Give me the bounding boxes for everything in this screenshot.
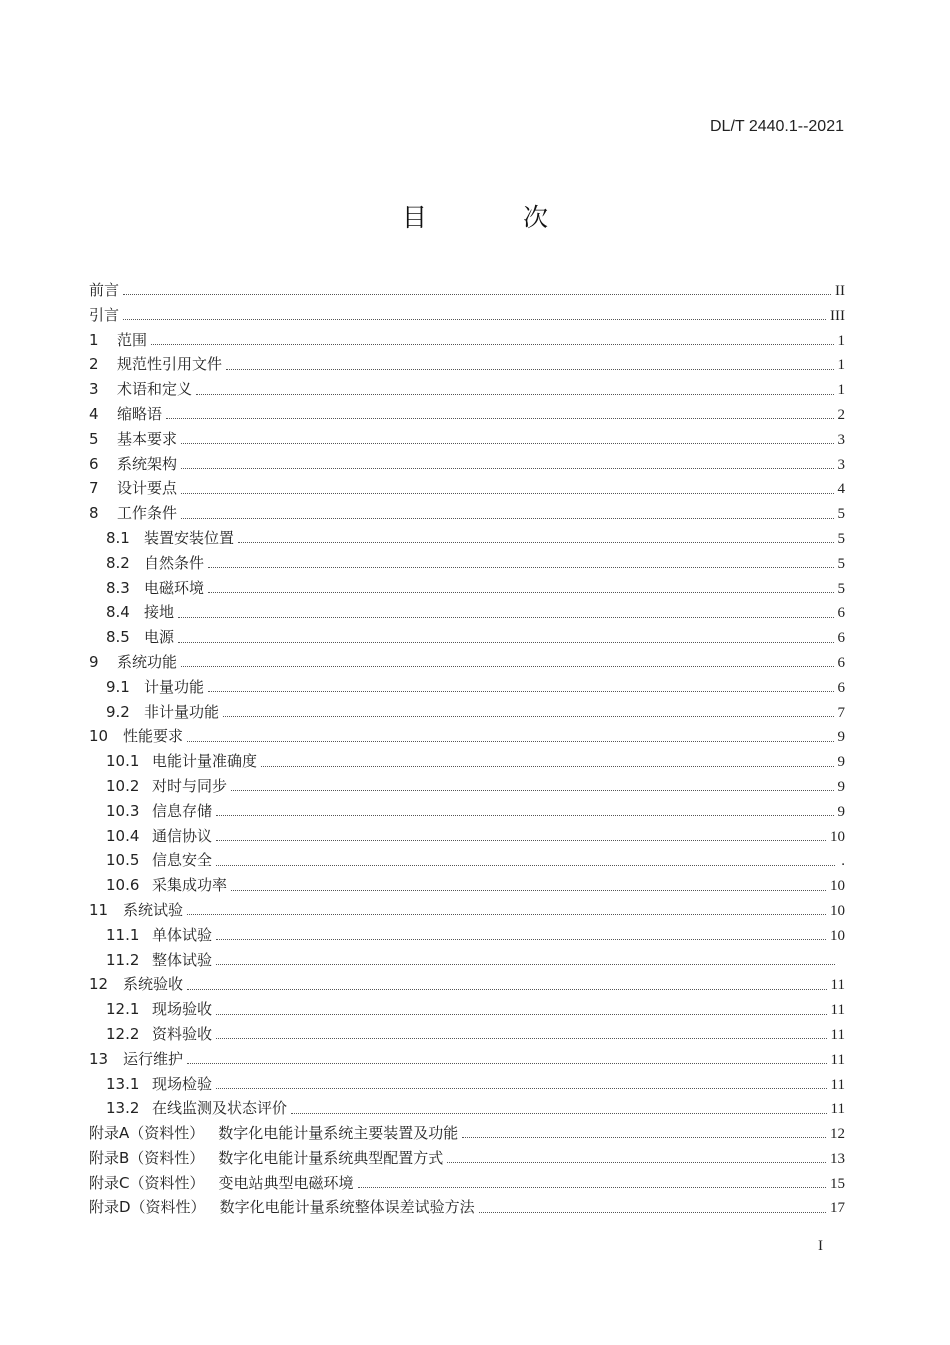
toc-entry-number: 1 xyxy=(89,330,99,349)
toc-entry[interactable] xyxy=(89,501,845,526)
toc-entry-label: 信息安全 xyxy=(152,851,213,870)
toc-entry-number: 5 xyxy=(89,429,99,448)
toc-entry[interactable] xyxy=(89,675,845,700)
toc-entry-number: 13.2 xyxy=(106,1099,140,1118)
toc-entry-number: 9 xyxy=(89,652,99,671)
toc-entry-label: 现场验收 xyxy=(152,1000,213,1019)
toc-entry-label: 系统功能 xyxy=(117,652,178,671)
toc-entry-label: 引言 xyxy=(89,305,120,324)
toc-entry[interactable] xyxy=(89,724,845,749)
toc-entry-label: 电能计量准确度 xyxy=(152,752,258,771)
toc-entry[interactable] xyxy=(89,948,845,973)
toc-entry-label: 通信协议 xyxy=(152,826,213,845)
toc-entry[interactable] xyxy=(89,799,845,824)
dot-leader xyxy=(231,789,833,791)
toc-entry-label: 缩略语 xyxy=(117,404,163,423)
toc-entry-page: 3 xyxy=(837,431,845,448)
toc-entry-page: 5 xyxy=(837,580,845,597)
dot-leader xyxy=(208,566,833,568)
toc-entry-page: 17 xyxy=(830,1200,845,1217)
toc-entry-page: 6 xyxy=(837,679,845,696)
toc-entry-page: 1 xyxy=(837,357,845,374)
dot-leader xyxy=(181,517,833,519)
toc-entry-number: 附录C（资料性） xyxy=(89,1173,205,1192)
toc-entry-page: 12 xyxy=(830,1126,845,1143)
toc-entry[interactable] xyxy=(89,650,845,675)
toc-entry-number: 3 xyxy=(89,380,99,399)
toc-entry-label: 在线监测及状态评价 xyxy=(152,1099,288,1118)
toc-entry-number: 8.1 xyxy=(106,528,130,547)
toc-entry-label: 计量功能 xyxy=(144,677,205,696)
toc-entry[interactable] xyxy=(89,972,845,997)
toc-entry-label: 非计量功能 xyxy=(144,702,220,721)
toc-entry-page: III xyxy=(830,307,845,324)
toc-entry[interactable] xyxy=(89,476,845,501)
dot-leader xyxy=(223,715,833,717)
dot-leader xyxy=(166,417,833,419)
toc-entry-page: II xyxy=(835,283,845,299)
toc-entry[interactable] xyxy=(89,824,845,849)
toc-entry-page: 4 xyxy=(837,481,845,498)
toc-entry-label: 规范性引用文件 xyxy=(117,355,223,374)
toc-entry-label: 电源 xyxy=(144,628,175,647)
toc-entry-number: 8.5 xyxy=(106,628,130,647)
toc-entry-number: 8 xyxy=(89,504,99,523)
toc-entry-label: 数字化电能计量系统典型配置方式 xyxy=(218,1148,444,1167)
toc-entry[interactable] xyxy=(89,452,845,477)
toc-entry[interactable] xyxy=(89,1171,845,1196)
toc-entry-number: 附录D（资料性） xyxy=(89,1198,206,1217)
toc-entry-label: 信息存储 xyxy=(152,801,213,820)
toc-entry-number: 8.2 xyxy=(106,553,130,572)
dot-leader xyxy=(181,442,833,444)
toc-entry[interactable] xyxy=(89,328,845,353)
toc-entry-number: 10.4 xyxy=(106,826,140,845)
toc-entry-page: 13 xyxy=(830,1150,845,1167)
toc-entry-page: 11 xyxy=(830,977,845,994)
dot-leader xyxy=(216,814,833,816)
dot-leader xyxy=(226,368,833,370)
dot-leader xyxy=(187,913,826,915)
toc-entry-number: 11.2 xyxy=(106,950,140,969)
toc-entry[interactable] xyxy=(89,576,845,601)
dot-leader xyxy=(216,963,835,965)
toc-entry-page: 9 xyxy=(837,803,845,820)
dot-leader xyxy=(181,467,833,469)
dot-leader xyxy=(178,616,833,618)
toc-entry-label: 采集成功率 xyxy=(152,876,228,895)
toc-entry-page: 2 xyxy=(837,406,845,423)
toc-entry[interactable] xyxy=(89,1096,845,1121)
toc-entry-number: 6 xyxy=(89,454,99,473)
toc-entry-page: 5 xyxy=(837,530,845,547)
toc-entry[interactable] xyxy=(89,303,845,328)
toc-entry[interactable] xyxy=(89,1072,845,1097)
toc-entry[interactable] xyxy=(89,774,845,799)
toc-entry-label: 资料验收 xyxy=(152,1024,213,1043)
toc-entry-page: 11 xyxy=(830,1101,845,1118)
dot-leader xyxy=(216,839,826,841)
dot-leader xyxy=(462,1136,826,1138)
toc-entry-page: 15 xyxy=(830,1175,845,1192)
toc-entry-number: 12.1 xyxy=(106,1000,140,1019)
toc-entry-label: 术语和定义 xyxy=(117,380,193,399)
toc-entry-number: 9.2 xyxy=(106,702,130,721)
toc-entry-label: 自然条件 xyxy=(144,553,205,572)
toc-entry[interactable] xyxy=(89,923,845,948)
toc-entry[interactable] xyxy=(89,402,845,427)
toc-entry-label: 装置安装位置 xyxy=(144,528,235,547)
toc-entry-label: 系统试验 xyxy=(123,900,184,919)
toc-entry-number: 附录A（资料性） xyxy=(89,1124,205,1143)
toc-entry-number: 7 xyxy=(89,479,99,498)
toc-entry-label: 系统架构 xyxy=(117,454,178,473)
toc-entry-number: 10.3 xyxy=(106,801,140,820)
toc-entry[interactable] xyxy=(89,997,845,1022)
toc-entry-label: 对时与同步 xyxy=(152,776,228,795)
toc-entry-number: 10.5 xyxy=(106,851,140,870)
toc-entry[interactable] xyxy=(89,1121,845,1146)
dot-leader xyxy=(231,889,826,891)
toc-entry-page: 1 xyxy=(837,382,845,399)
dot-leader xyxy=(358,1186,827,1188)
toc-entry[interactable] xyxy=(89,1195,845,1220)
toc-entry-page: . xyxy=(841,853,845,870)
toc-entry-label: 设计要点 xyxy=(117,479,178,498)
dot-leader xyxy=(216,1087,827,1089)
toc-entry-page: 9 xyxy=(837,729,845,746)
toc-entry-page: 7 xyxy=(837,704,845,721)
toc-entry-label: 接地 xyxy=(144,603,175,622)
toc-entry-number: 附录B（资料性） xyxy=(89,1148,205,1167)
toc-entry[interactable] xyxy=(89,1146,845,1171)
toc-entry-number: 11 xyxy=(89,900,109,919)
dot-leader xyxy=(187,1062,827,1064)
toc-entry-number: 10.1 xyxy=(106,752,140,771)
toc-entry[interactable] xyxy=(89,873,845,898)
dot-leader xyxy=(447,1161,826,1163)
toc-entry-page: 1 xyxy=(837,332,845,349)
toc-entry-page: 9 xyxy=(837,754,845,771)
dot-leader xyxy=(216,1037,827,1039)
toc-entry[interactable] xyxy=(89,377,845,402)
toc-entry[interactable] xyxy=(89,700,845,725)
dot-leader xyxy=(187,740,833,742)
table-of-contents xyxy=(89,278,845,1220)
toc-entry-number: 8.4 xyxy=(106,603,130,622)
toc-entry-page: 11 xyxy=(830,1076,845,1093)
dot-leader xyxy=(238,541,833,543)
toc-entry-label: 基本要求 xyxy=(117,429,178,448)
dot-leader xyxy=(181,665,833,667)
toc-entry-number: 4 xyxy=(89,404,99,423)
dot-leader xyxy=(208,690,833,692)
toc-entry[interactable] xyxy=(89,1022,845,1047)
toc-entry-page: 10 xyxy=(830,902,845,919)
toc-entry-number: 11.1 xyxy=(106,925,140,944)
toc-entry-page: 10 xyxy=(830,878,845,895)
toc-entry[interactable] xyxy=(89,526,845,551)
toc-entry-page: 11 xyxy=(830,1026,845,1043)
toc-entry[interactable] xyxy=(89,278,845,303)
page-number: I xyxy=(818,1238,823,1254)
dot-leader xyxy=(216,938,826,940)
dot-leader xyxy=(123,293,831,295)
dot-leader xyxy=(196,393,833,395)
toc-entry-label: 性能要求 xyxy=(123,727,184,746)
dot-leader xyxy=(123,318,826,320)
toc-entry-number: 12.2 xyxy=(106,1024,140,1043)
dot-leader xyxy=(151,343,833,345)
toc-entry[interactable] xyxy=(89,848,845,873)
toc-entry[interactable] xyxy=(89,600,845,625)
toc-entry-number: 2 xyxy=(89,355,99,374)
toc-entry-number: 10.2 xyxy=(106,776,140,795)
toc-entry-number: 13.1 xyxy=(106,1074,140,1093)
toc-entry-page: 3 xyxy=(837,456,845,473)
toc-entry-number: 13 xyxy=(89,1049,109,1068)
toc-entry-page: 11 xyxy=(830,1051,845,1068)
toc-entry-label: 数字化电能计量系统主要装置及功能 xyxy=(218,1124,459,1143)
toc-entry[interactable] xyxy=(89,352,845,377)
toc-entry[interactable] xyxy=(89,551,845,576)
toc-entry-number: 12 xyxy=(89,975,109,994)
toc-entry-label: 运行维护 xyxy=(123,1049,184,1068)
toc-entry-label: 范围 xyxy=(117,330,148,349)
toc-entry[interactable] xyxy=(89,898,845,923)
toc-entry-number: 8.3 xyxy=(106,578,130,597)
toc-entry[interactable] xyxy=(89,1047,845,1072)
toc-entry-page: 6 xyxy=(837,654,845,671)
toc-entry-page: 5 xyxy=(837,506,845,523)
toc-entry-label: 前言 xyxy=(89,281,120,299)
toc-entry-page: 5 xyxy=(837,555,845,572)
toc-entry[interactable] xyxy=(89,625,845,650)
toc-entry-label: 变电站典型电磁环境 xyxy=(218,1173,354,1192)
toc-entry-number: 9.1 xyxy=(106,677,130,696)
toc-entry-label: 系统验收 xyxy=(123,975,184,994)
toc-entry-page: 9 xyxy=(837,778,845,795)
toc-entry-number: 10.6 xyxy=(106,876,140,895)
page-title: 目 次 xyxy=(402,203,592,232)
dot-leader xyxy=(216,864,835,866)
dot-leader xyxy=(216,1013,827,1015)
toc-entry-label: 现场检验 xyxy=(152,1074,213,1093)
toc-entry-label: 整体试验 xyxy=(152,950,213,969)
dot-leader xyxy=(291,1112,827,1114)
toc-entry-label: 电磁环境 xyxy=(144,578,205,597)
dot-leader xyxy=(261,765,833,767)
toc-entry[interactable] xyxy=(89,749,845,774)
toc-entry-page: 6 xyxy=(837,605,845,622)
dot-leader xyxy=(479,1211,826,1213)
toc-entry-page: 11 xyxy=(830,1002,845,1019)
dot-leader xyxy=(187,988,827,990)
toc-entry-number: 10 xyxy=(89,727,109,746)
dot-leader xyxy=(181,492,833,494)
dot-leader xyxy=(178,641,833,643)
toc-entry-label: 工作条件 xyxy=(117,504,178,523)
toc-entry-label: 单体试验 xyxy=(152,925,213,944)
toc-entry-page: 10 xyxy=(830,927,845,944)
dot-leader xyxy=(208,591,833,593)
toc-entry-page: 6 xyxy=(837,630,845,647)
toc-entry-page: 10 xyxy=(830,828,845,845)
toc-entry-label: 数字化电能计量系统整体误差试验方法 xyxy=(219,1198,475,1217)
document-code: DL/T 2440.1--2021 xyxy=(709,118,844,135)
toc-entry[interactable] xyxy=(89,427,845,452)
